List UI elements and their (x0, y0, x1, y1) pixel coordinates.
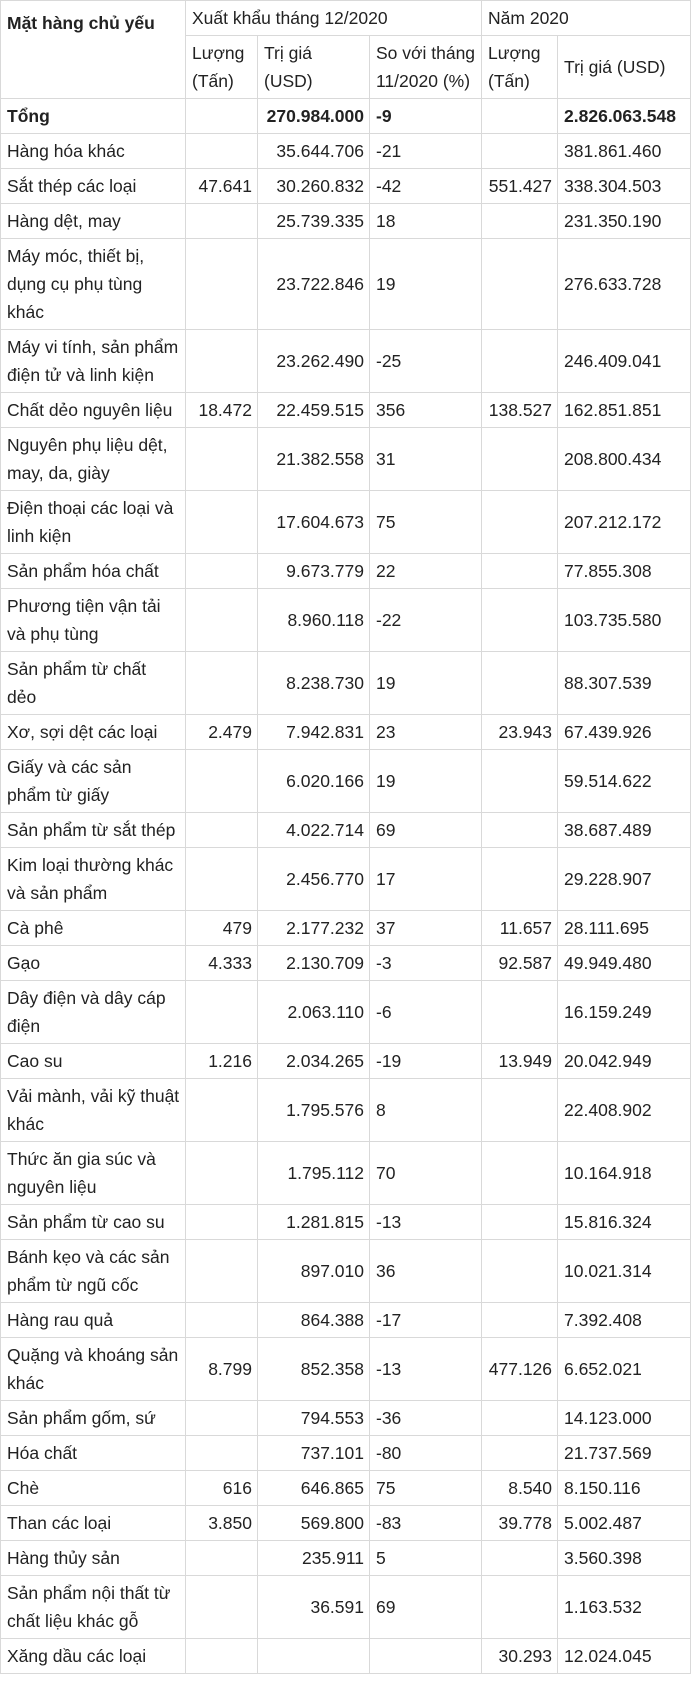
cell-month-value: 235.911 (258, 1541, 370, 1576)
cell-compare: -42 (370, 169, 482, 204)
cell-month-value: 1.795.112 (258, 1142, 370, 1205)
cell-item: Quặng và khoáng sản khác (1, 1338, 186, 1401)
cell-month-value: 270.984.000 (258, 99, 370, 134)
cell-year-qty (482, 813, 558, 848)
cell-item: Tổng (1, 99, 186, 134)
table-row (1, 813, 691, 848)
cell-month-qty: 1.216 (186, 1044, 258, 1079)
cell-year-value: 2.826.063.548 (558, 99, 691, 134)
cell-month-qty (186, 134, 258, 169)
cell-month-qty (186, 1303, 258, 1338)
cell-year-qty (482, 1240, 558, 1303)
cell-item: Máy vi tính, sản phẩm điện tử và linh kiện (1, 330, 186, 393)
table-row (1, 1639, 691, 1674)
cell-year-value: 20.042.949 (558, 1044, 691, 1079)
cell-month-qty (186, 428, 258, 491)
cell-year-qty (482, 554, 558, 589)
cell-compare (370, 1639, 482, 1674)
cell-month-qty (186, 204, 258, 239)
cell-compare: 36 (370, 1240, 482, 1303)
table-row (1, 239, 691, 330)
cell-year-qty (482, 848, 558, 911)
cell-year-value: 59.514.622 (558, 750, 691, 813)
cell-year-qty (482, 1541, 558, 1576)
header-compare: So với tháng 11/2020 (%) (370, 36, 482, 99)
cell-item: Xăng dầu các loại (1, 1639, 186, 1674)
cell-compare: -13 (370, 1205, 482, 1240)
cell-month-value: 2.063.110 (258, 981, 370, 1044)
cell-month-value: 8.960.118 (258, 589, 370, 652)
cell-month-qty (186, 99, 258, 134)
cell-year-qty: 11.657 (482, 911, 558, 946)
cell-compare: -80 (370, 1436, 482, 1471)
cell-compare: 18 (370, 204, 482, 239)
cell-month-qty (186, 491, 258, 554)
cell-year-value: 381.861.460 (558, 134, 691, 169)
cell-year-qty (482, 981, 558, 1044)
cell-month-qty (186, 750, 258, 813)
cell-month-value: 17.604.673 (258, 491, 370, 554)
cell-year-value: 7.392.408 (558, 1303, 691, 1338)
table-row (1, 1079, 691, 1142)
cell-item: Hàng hóa khác (1, 134, 186, 169)
cell-item: Sản phẩm nội thất từ chất liệu khác gỗ (1, 1576, 186, 1639)
table-row (1, 1436, 691, 1471)
cell-item: Chè (1, 1471, 186, 1506)
cell-month-qty (186, 1436, 258, 1471)
cell-compare: 356 (370, 393, 482, 428)
header-row-1 (1, 1, 691, 36)
cell-compare: 19 (370, 750, 482, 813)
table-row (1, 1541, 691, 1576)
cell-compare: 17 (370, 848, 482, 911)
cell-month-qty: 4.333 (186, 946, 258, 981)
cell-year-qty (482, 1401, 558, 1436)
cell-compare: -13 (370, 1338, 482, 1401)
cell-year-value: 16.159.249 (558, 981, 691, 1044)
cell-year-value: 1.163.532 (558, 1576, 691, 1639)
cell-month-value: 864.388 (258, 1303, 370, 1338)
cell-month-qty (186, 1639, 258, 1674)
cell-month-qty: 3.850 (186, 1506, 258, 1541)
cell-year-value: 208.800.434 (558, 428, 691, 491)
cell-year-value: 15.816.324 (558, 1205, 691, 1240)
cell-month-value: 30.260.832 (258, 169, 370, 204)
cell-year-value: 338.304.503 (558, 169, 691, 204)
cell-item: Vải mành, vải kỹ thuật khác (1, 1079, 186, 1142)
cell-month-value: 8.238.730 (258, 652, 370, 715)
header-year-group: Năm 2020 (482, 1, 691, 36)
cell-month-value (258, 1639, 370, 1674)
cell-compare: 75 (370, 491, 482, 554)
cell-month-value: 6.020.166 (258, 750, 370, 813)
cell-month-value: 36.591 (258, 1576, 370, 1639)
cell-month-value: 21.382.558 (258, 428, 370, 491)
cell-item: Than các loại (1, 1506, 186, 1541)
cell-month-qty (186, 981, 258, 1044)
table-row (1, 134, 691, 169)
cell-compare: 75 (370, 1471, 482, 1506)
table-row (1, 1303, 691, 1338)
cell-month-qty (186, 554, 258, 589)
table-row (1, 204, 691, 239)
cell-item: Sản phẩm từ chất dẻo (1, 652, 186, 715)
table-row (1, 1506, 691, 1541)
cell-item: Sắt thép các loại (1, 169, 186, 204)
header-month-value: Trị giá (USD) (258, 36, 370, 99)
cell-year-value: 231.350.190 (558, 204, 691, 239)
cell-item: Thức ăn gia súc và nguyên liệu (1, 1142, 186, 1205)
cell-month-value: 646.865 (258, 1471, 370, 1506)
cell-item: Sản phẩm gốm, sứ (1, 1401, 186, 1436)
cell-month-qty: 479 (186, 911, 258, 946)
cell-year-value: 28.111.695 (558, 911, 691, 946)
cell-month-value: 25.739.335 (258, 204, 370, 239)
cell-month-qty: 2.479 (186, 715, 258, 750)
cell-month-qty (186, 1541, 258, 1576)
cell-year-qty (482, 652, 558, 715)
cell-year-qty: 551.427 (482, 169, 558, 204)
table-row (1, 169, 691, 204)
table-row (1, 491, 691, 554)
table-row (1, 589, 691, 652)
cell-month-value: 2.130.709 (258, 946, 370, 981)
cell-compare: -3 (370, 946, 482, 981)
cell-month-qty: 616 (186, 1471, 258, 1506)
cell-item: Hàng rau quả (1, 1303, 186, 1338)
cell-compare: 22 (370, 554, 482, 589)
cell-compare: 31 (370, 428, 482, 491)
table-row (1, 946, 691, 981)
cell-month-value: 4.022.714 (258, 813, 370, 848)
cell-year-qty (482, 750, 558, 813)
cell-month-qty (186, 1576, 258, 1639)
cell-item: Sản phẩm hóa chất (1, 554, 186, 589)
cell-compare: -19 (370, 1044, 482, 1079)
cell-year-value: 22.408.902 (558, 1079, 691, 1142)
cell-year-qty: 13.949 (482, 1044, 558, 1079)
cell-month-value: 2.456.770 (258, 848, 370, 911)
cell-year-qty (482, 491, 558, 554)
cell-year-qty (482, 1142, 558, 1205)
cell-year-value: 207.212.172 (558, 491, 691, 554)
cell-year-qty: 8.540 (482, 1471, 558, 1506)
cell-item: Cà phê (1, 911, 186, 946)
cell-item: Bánh kẹo và các sản phẩm từ ngũ cốc (1, 1240, 186, 1303)
cell-compare: 8 (370, 1079, 482, 1142)
cell-compare: -9 (370, 99, 482, 134)
cell-compare: 69 (370, 1576, 482, 1639)
cell-month-value: 852.358 (258, 1338, 370, 1401)
cell-year-qty (482, 1576, 558, 1639)
cell-month-qty: 8.799 (186, 1338, 258, 1401)
cell-compare: -83 (370, 1506, 482, 1541)
cell-compare: 19 (370, 652, 482, 715)
cell-year-qty: 92.587 (482, 946, 558, 981)
cell-month-value: 2.034.265 (258, 1044, 370, 1079)
cell-month-value: 897.010 (258, 1240, 370, 1303)
cell-month-value: 9.673.779 (258, 554, 370, 589)
cell-year-qty (482, 134, 558, 169)
header-item: Mặt hàng chủ yếu (1, 1, 186, 99)
cell-year-value: 8.150.116 (558, 1471, 691, 1506)
cell-year-qty: 30.293 (482, 1639, 558, 1674)
cell-month-value: 794.553 (258, 1401, 370, 1436)
cell-compare: -25 (370, 330, 482, 393)
cell-compare: -17 (370, 1303, 482, 1338)
cell-year-value: 12.024.045 (558, 1639, 691, 1674)
cell-month-value: 23.722.846 (258, 239, 370, 330)
cell-year-qty (482, 99, 558, 134)
table-row (1, 750, 691, 813)
cell-year-qty (482, 204, 558, 239)
cell-item: Sản phẩm từ cao su (1, 1205, 186, 1240)
cell-compare: -22 (370, 589, 482, 652)
cell-year-qty: 39.778 (482, 1506, 558, 1541)
cell-month-qty (186, 848, 258, 911)
table-row (1, 911, 691, 946)
cell-year-value: 21.737.569 (558, 1436, 691, 1471)
cell-year-value: 246.409.041 (558, 330, 691, 393)
cell-year-qty (482, 1436, 558, 1471)
cell-year-value: 103.735.580 (558, 589, 691, 652)
cell-month-qty (186, 1142, 258, 1205)
header-year-value: Trị giá (USD) (558, 36, 691, 99)
table-row (1, 428, 691, 491)
cell-item: Giấy và các sản phẩm từ giấy (1, 750, 186, 813)
table-row (1, 1471, 691, 1506)
cell-year-value: 10.021.314 (558, 1240, 691, 1303)
table-row (1, 330, 691, 393)
cell-compare: 70 (370, 1142, 482, 1205)
cell-month-qty (186, 330, 258, 393)
cell-month-qty (186, 813, 258, 848)
cell-month-qty (186, 652, 258, 715)
table-row (1, 1142, 691, 1205)
cell-year-qty (482, 239, 558, 330)
header-month-qty: Lượng (Tấn) (186, 36, 258, 99)
cell-compare: 19 (370, 239, 482, 330)
cell-item: Máy móc, thiết bị, dụng cụ phụ tùng khác (1, 239, 186, 330)
cell-item: Điện thoại các loại và linh kiện (1, 491, 186, 554)
cell-compare: -21 (370, 134, 482, 169)
cell-item: Xơ, sợi dệt các loại (1, 715, 186, 750)
cell-month-value: 737.101 (258, 1436, 370, 1471)
cell-year-qty: 477.126 (482, 1338, 558, 1401)
cell-month-value: 23.262.490 (258, 330, 370, 393)
cell-item: Chất dẻo nguyên liệu (1, 393, 186, 428)
cell-year-value: 162.851.851 (558, 393, 691, 428)
cell-year-qty: 138.527 (482, 393, 558, 428)
cell-month-qty (186, 1079, 258, 1142)
cell-compare: -6 (370, 981, 482, 1044)
cell-month-value: 1.795.576 (258, 1079, 370, 1142)
cell-year-qty (482, 1079, 558, 1142)
cell-year-qty (482, 1303, 558, 1338)
cell-compare: 23 (370, 715, 482, 750)
cell-month-qty (186, 1240, 258, 1303)
cell-item: Hàng dệt, may (1, 204, 186, 239)
cell-year-qty: 23.943 (482, 715, 558, 750)
cell-month-value: 35.644.706 (258, 134, 370, 169)
table-row (1, 1401, 691, 1436)
cell-year-value: 29.228.907 (558, 848, 691, 911)
cell-item: Hóa chất (1, 1436, 186, 1471)
cell-month-qty (186, 239, 258, 330)
cell-item: Kim loại thường khác và sản phẩm (1, 848, 186, 911)
cell-item: Phương tiện vận tải và phụ tùng (1, 589, 186, 652)
table-row (1, 848, 691, 911)
header-month-group: Xuất khẩu tháng 12/2020 (186, 1, 482, 36)
cell-month-value: 1.281.815 (258, 1205, 370, 1240)
table-row (1, 554, 691, 589)
table-row (1, 1576, 691, 1639)
cell-month-value: 2.177.232 (258, 911, 370, 946)
cell-compare: -36 (370, 1401, 482, 1436)
table-row (1, 1240, 691, 1303)
cell-month-qty (186, 1401, 258, 1436)
cell-year-value: 6.652.021 (558, 1338, 691, 1401)
cell-year-qty (482, 330, 558, 393)
total-row (1, 99, 691, 134)
cell-year-value: 3.560.398 (558, 1541, 691, 1576)
cell-compare: 69 (370, 813, 482, 848)
table-row (1, 393, 691, 428)
table-row (1, 652, 691, 715)
cell-year-value: 67.439.926 (558, 715, 691, 750)
cell-item: Gạo (1, 946, 186, 981)
header-year-qty: Lượng (Tấn) (482, 36, 558, 99)
cell-year-value: 5.002.487 (558, 1506, 691, 1541)
cell-month-value: 22.459.515 (258, 393, 370, 428)
table-row (1, 1205, 691, 1240)
cell-year-qty (482, 428, 558, 491)
cell-item: Dây điện và dây cáp điện (1, 981, 186, 1044)
cell-month-value: 7.942.831 (258, 715, 370, 750)
table-row (1, 1044, 691, 1079)
cell-item: Sản phẩm từ sắt thép (1, 813, 186, 848)
table-row (1, 715, 691, 750)
cell-item: Hàng thủy sản (1, 1541, 186, 1576)
cell-year-value: 49.949.480 (558, 946, 691, 981)
cell-compare: 37 (370, 911, 482, 946)
cell-item: Nguyên phụ liệu dệt, may, da, giày (1, 428, 186, 491)
cell-month-qty (186, 589, 258, 652)
cell-year-value: 88.307.539 (558, 652, 691, 715)
cell-month-qty: 18.472 (186, 393, 258, 428)
table-row (1, 1338, 691, 1401)
cell-year-value: 38.687.489 (558, 813, 691, 848)
cell-compare: 5 (370, 1541, 482, 1576)
cell-year-qty (482, 1205, 558, 1240)
cell-month-value: 569.800 (258, 1506, 370, 1541)
table-row (1, 981, 691, 1044)
cell-year-value: 10.164.918 (558, 1142, 691, 1205)
cell-month-qty: 47.641 (186, 169, 258, 204)
cell-year-value: 276.633.728 (558, 239, 691, 330)
cell-year-value: 14.123.000 (558, 1401, 691, 1436)
cell-year-qty (482, 589, 558, 652)
cell-item: Cao su (1, 1044, 186, 1079)
cell-month-qty (186, 1205, 258, 1240)
cell-year-value: 77.855.308 (558, 554, 691, 589)
